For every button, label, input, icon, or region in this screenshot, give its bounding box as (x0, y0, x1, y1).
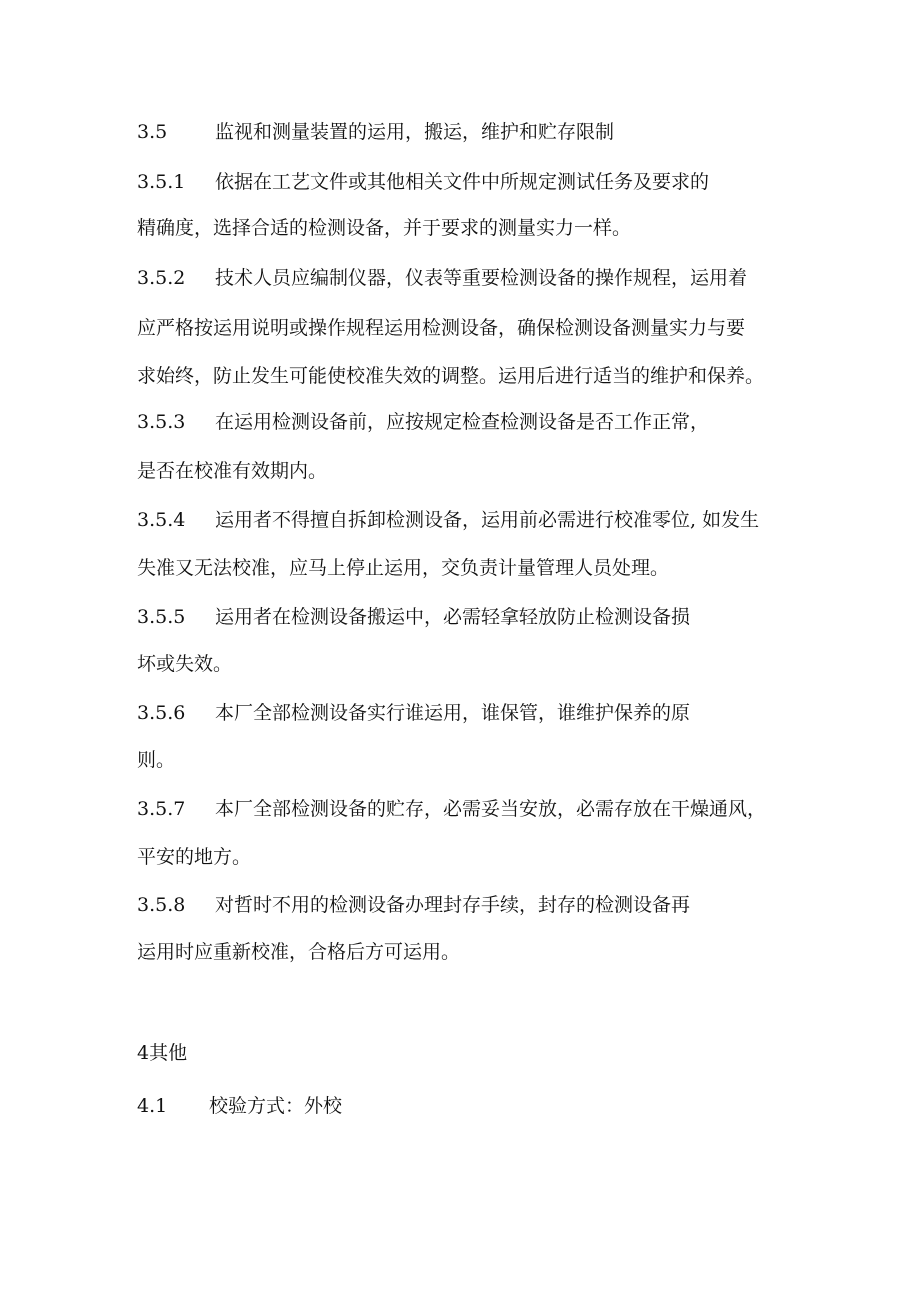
clause-text: 对哲时不用的检测设备办理封存手续，封存的检测设备再 (215, 894, 691, 916)
clause-text: 在运用检测设备前，应按规定检查检测设备是否工作正常， (215, 411, 710, 433)
clause-3-5-2 (137, 266, 747, 290)
clause-text: 运用者在检测设备搬运中，必需轻拿轻放防止检测设备损 (215, 606, 691, 628)
clause-number: 3.5.3 (137, 411, 186, 433)
clause-continuation: 精确度，选择合适的检测设备，并于要求的测量实力一样。 (137, 217, 632, 239)
clause-continuation: 求始终，防止发生可能使校准失效的调整。运用后进行适当的维护和保养。 (137, 365, 765, 387)
section-title: 监视和测量装置的运用，搬运，维护和贮存限制 (215, 121, 615, 143)
clause-3-5-3 (137, 410, 709, 434)
clause-continuation: 则。 (137, 749, 176, 771)
clause-3-5-6 (137, 701, 690, 725)
clause-number: 3.5.8 (137, 894, 186, 916)
clause-continuation: 坏或失效。 (137, 653, 233, 675)
clause-text: 依据在工艺文件或其他相关文件中所规定测试任务及要求的 (215, 171, 710, 193)
clause-continuation: 运用时应重新校准，合格后方可运用。 (137, 941, 461, 963)
clause-continuation: 平安的地方。 (137, 846, 252, 868)
clause-number: 3.5.5 (137, 606, 186, 628)
clause-3-5-7 (137, 797, 766, 821)
clause-number: 3.5.1 (137, 171, 186, 193)
item-4-1 (137, 1094, 342, 1118)
clause-3-5-5 (137, 605, 690, 629)
clause-continuation: 是否在校准有效期内。 (137, 460, 328, 482)
item-number: 4.1 (137, 1095, 168, 1117)
clause-text: 本厂全部检测设备的贮存，必需妥当安放，必需存放在干燥通风， (215, 798, 767, 820)
section-4-heading: 4其他 (137, 1042, 188, 1064)
clause-3-5-8 (137, 893, 690, 917)
section-number: 3.5 (137, 121, 168, 143)
section-3-5-heading (137, 120, 614, 144)
clause-3-5-4 (137, 508, 759, 532)
item-text: 校验方式：外校 (209, 1095, 343, 1117)
clause-text: 运用者不得擅自拆卸检测设备，运用前必需进行校准零位, 如发生 (215, 509, 760, 531)
clause-number: 3.5.7 (137, 798, 186, 820)
clause-number: 3.5.2 (137, 267, 186, 289)
clause-number: 3.5.6 (137, 702, 186, 724)
clause-continuation: 失准又无法校准，应马上停止运用，交负责计量管理人员处理。 (137, 557, 670, 579)
clause-3-5-1 (137, 170, 709, 194)
clause-continuation: 应严格按运用说明或操作规程运用检测设备，确保检测设备测量实力与要 (137, 317, 746, 339)
clause-text: 技术人员应编制仪器，仪表等重要检测设备的操作规程，运用着 (215, 267, 748, 289)
clause-number: 3.5.4 (137, 509, 186, 531)
clause-text: 本厂全部检测设备实行谁运用，谁保管，谁维护保养的原 (215, 702, 691, 724)
